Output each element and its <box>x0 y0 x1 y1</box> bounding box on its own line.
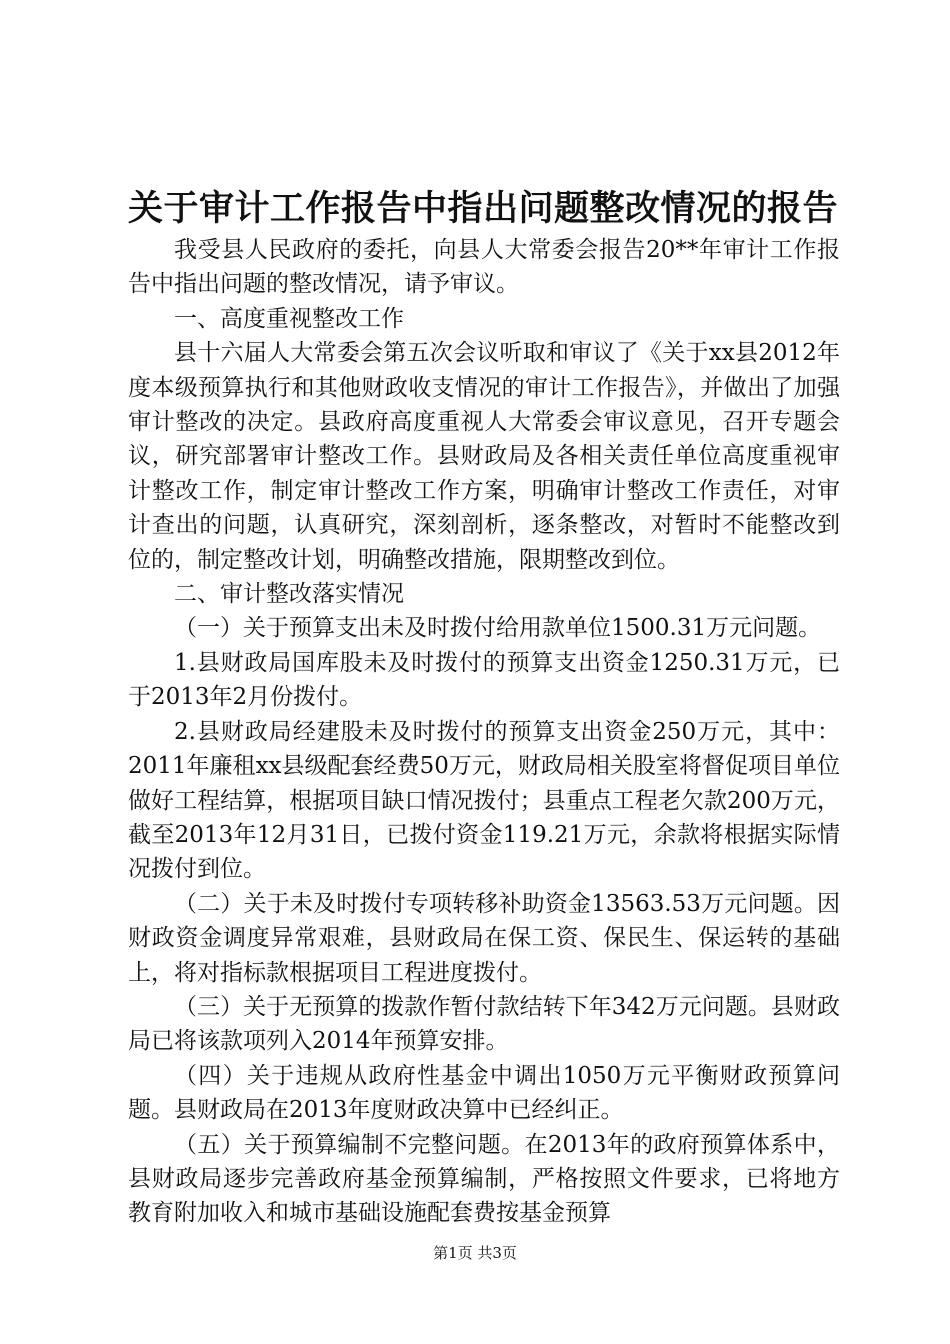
section-heading-1: 一、高度重视整改工作 <box>174 305 404 332</box>
paragraph-intro: 我受县人民政府的委托，向县人大常委会报告20**年审计工作报告中指出问题的整改情况，请予审议。 <box>128 237 840 298</box>
page-footer: 第1页 共3页 <box>433 1244 517 1262</box>
paragraph-item-5: （五）关于预算编制不完整问题。在2013年的政府预算体系中，县财政局逐步完善政府基金预算编制，严格按照文件要求，已将地方教育附加收入和城市基础设施配套费按基金预算 <box>128 1131 840 1227</box>
paragraph-item-3: （三）关于无预算的拨款作暂付款结转下年342万元问题。县财政局已将该款项列入2014年预算安排。 <box>128 993 840 1055</box>
document-title: 关于审计工作报告中指出问题整改情况的报告 <box>128 188 839 229</box>
document-body <box>128 233 840 1231</box>
section-heading-2: 二、审计整改落实情况 <box>174 581 404 608</box>
paragraph-item-1: （一）关于预算支出未及时拨付给用款单位1500.31万元问题。 <box>174 615 822 642</box>
paragraph-item-2: （二）关于未及时拨付专项转移补助资金13563.53万元问题。因财政资金调度异常艰难，县财政局在保工资、保民生、保运转的基础上，将对指标款根据项目工程进度拨付。 <box>128 890 840 986</box>
paragraph-item-4: （四）关于违规从政府性基金中调出1050万元平衡财政预算问题。县财政局在2013年度财政决算中已经纠正。 <box>128 1062 840 1124</box>
paragraph-section-1: 县十六届人大常委会第五次会议听取和审议了《关于xx县2012年度本级预算执行和其他财政收支情况的审计工作报告》，并做出了加强审计整改的决定。县政府高度重视人大常委会审议意见，召开专题会议，研究部署审计整改工作。县财政局及各相关责任单位高度重视审计整改工作，制定审计整改工作方案，明确审计整改工作责任，对审计查出的问题，认真研究，深刻剖析，逐条整改，对暂时不能整改到位的，制定整改计划，明确整改措施，限期整改到位。 <box>128 340 840 573</box>
paragraph-subitem-2: 2.县财政局经建股未及时拨付的预算支出资金250万元，其中：2011年廉租xx县级配套经费50万元，财政局相关股室将督促项目单位做好工程结算，根据项目缺口情况拨付；县重点工程老欠款200万元，截至2013年12月31日，已拨付资金119.21万元，余款将根据实际情况拨付到位。 <box>128 718 840 883</box>
paragraph-subitem-1: 1.县财政局国库股未及时拨付的预算支出资金1250.31万元，已于2013年2月份拨付。 <box>128 649 840 711</box>
